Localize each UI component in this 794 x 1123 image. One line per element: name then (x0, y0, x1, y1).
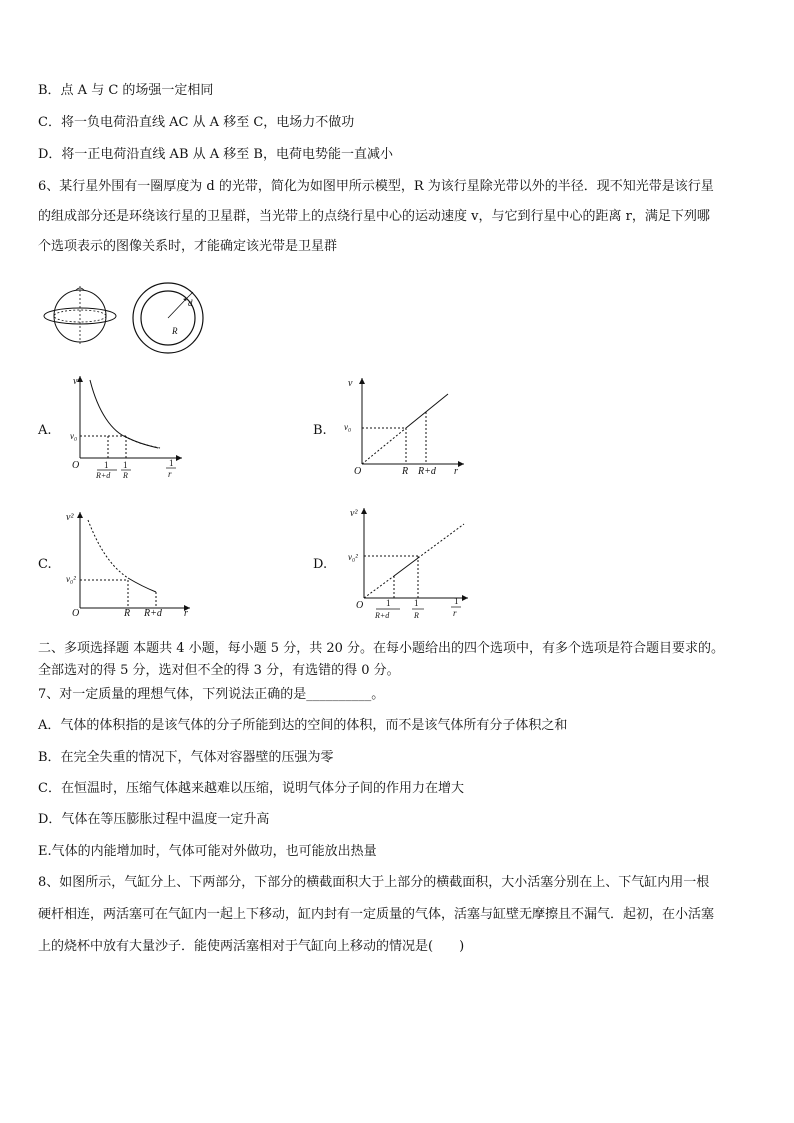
tick-r-plus-d: R+d (375, 611, 390, 620)
option-d-graph-label: D. (313, 557, 328, 572)
q7-option-c: C．在恒温时，压缩气体越来越难以压缩，说明气体分子间的作用力在增大 (38, 781, 464, 796)
tick-r-plus-d: R+d (96, 471, 111, 480)
question-8-line-2: 硬杆相连，两活塞可在气缸内一起上下移动，缸内封有一定质量的气体，活塞与缸壁无摩擦且不漏气．起初，在小活塞 (38, 907, 715, 922)
axis-label-v: v (73, 376, 78, 387)
q7-option-d: D．气体在等压膨胀过程中温度一定升高 (38, 812, 270, 827)
origin-label: O (72, 460, 80, 471)
axis-x-numer: 1 (454, 596, 459, 606)
tick-2: 1 (123, 460, 128, 470)
q7-option-e: E.气体的内能增加时，气体可能对外做功，也可能放出热量 (38, 844, 377, 859)
tick-1: 1 (386, 598, 391, 608)
option-d-line: D．将一正电荷沿直线 AB 从 A 移至 B，电荷电势能一直减小 (38, 147, 393, 162)
planet-ring-figure (40, 282, 220, 362)
axis-label-v2: v² (66, 512, 74, 523)
graph-b (340, 372, 470, 482)
option-b-graph-label: B. (313, 423, 327, 438)
question-8-line-3: 上的烧杯中放有大量沙子．能使两活塞相对于气缸向上移动的情况是( ) (38, 939, 465, 954)
origin-label: O (72, 608, 80, 618)
section-2-line-1: 二、多项选择题 本题共 4 小题，每小题 5 分，共 20 分。在每小题给出的四个选项中，有多个选项是符合题目要求的。 (38, 641, 725, 656)
graph-d (340, 502, 475, 624)
axis-x-denom: r (168, 469, 172, 479)
origin-label: O (354, 466, 362, 477)
tick-v0: v₀ (70, 431, 78, 441)
option-b-line: B．点 A 与 C 的场强一定相同 (38, 83, 214, 98)
tick-r: R (402, 466, 409, 477)
tick-r: R (123, 471, 128, 480)
tick-2: 1 (414, 598, 419, 608)
question-7-stem: 7、对一定质量的理想气体，下列说法正确的是__________。 (38, 687, 385, 702)
tick-r: R (124, 608, 131, 618)
q7-option-b: B．在完全失重的情况下，气体对容器壁的压强为零 (38, 750, 334, 765)
question-8-line-1: 8、如图所示，气缸分上、下两部分，下部分的横截面积大于上部分的横截面积，大小活塞分别在上、下气缸内用一根 (38, 875, 710, 890)
option-c-line: C．将一负电荷沿直线 AC 从 A 移至 C，电场力不做功 (38, 115, 355, 130)
tick-r-plus-d: R+d (418, 466, 436, 477)
question-6-line-2: 的组成部分还是环绕该行星的卫星群，当光带上的点绕行星中心的运动速度 v，与它到行星中心的距离 r，满足下列哪 (38, 209, 710, 224)
tick-1: 1 (104, 460, 109, 470)
tick-r: R (414, 611, 419, 620)
q7-option-a: A．气体的体积指的是该气体的分子所能到达的空间的体积，而不是该气体所有分子体积之和 (38, 718, 568, 733)
option-c-graph-label: C. (38, 557, 52, 572)
option-a-label: A. (38, 423, 52, 438)
section-2-line-2: 全部选对的得 5 分，选对但不全的得 3 分，有选错的得 0 分。 (38, 663, 400, 678)
tick-v0-squared: v₀² (348, 552, 358, 562)
origin-label: O (356, 600, 364, 611)
planet-side-view (44, 286, 116, 346)
tick-r-plus-d: R+d (144, 608, 162, 618)
label-R: R (172, 326, 178, 336)
tick-v0-squared: v₀² (66, 574, 76, 584)
axis-x-numer: 1 (169, 458, 174, 468)
ring-top-view (133, 283, 203, 353)
axis-x-label: r (454, 466, 458, 477)
graph-c (62, 506, 197, 618)
axis-label-v: v (348, 378, 353, 389)
question-6-line-1: 6、某行星外围有一圈厚度为 d 的光带，简化为如图甲所示模型，R 为该行星除光带以外的半径．现不知光带是该行星 (38, 179, 714, 194)
axis-x-denom: r (453, 608, 457, 618)
axis-label-v2: v² (350, 508, 358, 519)
question-6-line-3: 个选项表示的图像关系时，才能确定该光带是卫星群 (38, 239, 338, 254)
label-d: d (188, 298, 193, 308)
axis-x-label: r (184, 608, 188, 618)
graph-a (70, 372, 190, 482)
tick-v0: v₀ (344, 422, 352, 432)
